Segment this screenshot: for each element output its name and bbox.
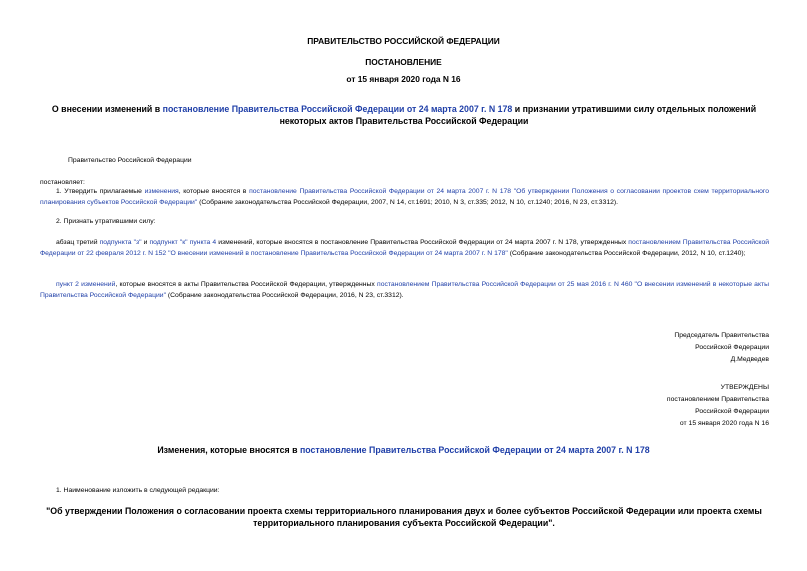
changes-quote: "Об утверждении Положения о согласовании проекта схемы территориального планирования двух и более субъектов Российской Федерации или проекта схемы территориального планирования субъекта Российской Федерации".	[46, 506, 762, 528]
repeal-a-link-resolution-152[interactable]: постановлением Правительства Российской Федерации от 22 февраля 2012 г. N 152 "О внесении изменений в постановление Правительства Российской Федерации от 24 марта 2007 г. N 178"	[40, 239, 770, 257]
repeal-a-text-3: изменений, которые вносятся в постановление Правительства Российской Федерации от 24 марта 2007 г. N 178, утвержденных	[216, 239, 629, 246]
signature-country: Российской Федерации	[695, 344, 769, 351]
changes-heading	[0, 444, 807, 456]
document-date-number: от 15 января 2020 года N 16	[346, 74, 461, 84]
body-government: Правительство Российской Федерации	[68, 157, 192, 164]
paragraph-item-2: 2. Признать утратившими силу:	[56, 218, 156, 225]
signature-block	[674, 330, 769, 366]
repeal-a-text-4: (Собрание законодательства Российской Федерации, 2012, N 10, ст.1240);	[507, 249, 746, 257]
repeal-a-text-2: и	[141, 239, 150, 246]
repeal-b-link-resolution-460[interactable]: постановлением Правительства Российской Федерации от 25 мая 2016 г. N 460 "О внесении изменений в некоторые акты Правительства Российской Федерации"	[40, 281, 769, 299]
repeal-a-link-subpoint-k[interactable]: подпункт "к" пункта 4	[149, 239, 217, 246]
repeal-a-text-1: абзац третий	[56, 239, 100, 246]
repeal-b-text-1: , которые вносятся в акты Правительства Российской Федерации, утвержденных	[115, 281, 378, 288]
signature-name: Д.Медведев	[730, 356, 769, 363]
approved-date: от 15 января 2020 года N 16	[679, 420, 769, 427]
repeal-b-text-2: (Собрание законодательства Российской Федерации, 2016, N 23, ст.3312).	[166, 291, 404, 299]
item1-link-resolution[interactable]: постановление Правительства Российской Федерации от 24 марта 2007 г. N 178 "Об утверждении Положения о согласовании проектов схем территориального планирования субъектов Российской Федерации"	[40, 188, 769, 206]
approved-block	[667, 382, 769, 430]
approved-country: Российской Федерации	[695, 408, 769, 415]
document-type: ПОСТАНОВЛЕНИЕ	[365, 57, 442, 67]
item1-middle: , которые вносятся в	[178, 188, 250, 195]
paragraph-repeal-a	[40, 238, 769, 259]
item1-suffix: (Собрание законодательства Российской Федерации, 2007, N 14, ст.1691; 2010, N 3, ст.335; 2012, N 10, ст.1240; 2016, N 23, ст.3312).	[197, 198, 619, 206]
changes-link[interactable]: постановление Правительства Российской Федерации от 24 марта 2007 г. N 178	[299, 445, 650, 455]
changes-item-1: 1. Наименование изложить в следующей редакции:	[56, 487, 220, 494]
repeal-a-link-subpoint-z[interactable]: подпункта "з"	[99, 239, 142, 246]
paragraph-repeal-b	[40, 280, 769, 301]
changes-prefix: Изменения, которые вносятся в	[157, 445, 300, 455]
document-title	[44, 103, 764, 127]
repeal-b-link-point-2[interactable]: пункт 2 изменений	[56, 281, 116, 288]
signature-position: Председатель Правительства	[674, 332, 769, 339]
paragraph-item-1	[40, 187, 769, 208]
title-suffix: и признании утратившими силу отдельных положений некоторых актов Правительства Российской Федерации	[279, 104, 757, 126]
approved-by: постановлением Правительства	[666, 396, 769, 403]
title-prefix: О внесении изменений в	[51, 104, 163, 114]
item1-prefix: 1. Утвердить прилагаемые	[56, 188, 145, 195]
government-heading: ПРАВИТЕЛЬСТВО РОССИЙСКОЙ ФЕДЕРАЦИИ	[307, 36, 500, 46]
body-decides: постановляет:	[40, 179, 85, 186]
title-link[interactable]: постановление Правительства Российской Федерации от 24 марта 2007 г. N 178	[162, 104, 513, 114]
approved-heading: УТВЕРЖДЕНЫ	[720, 384, 769, 391]
item1-link-changes[interactable]: изменения	[144, 188, 179, 195]
